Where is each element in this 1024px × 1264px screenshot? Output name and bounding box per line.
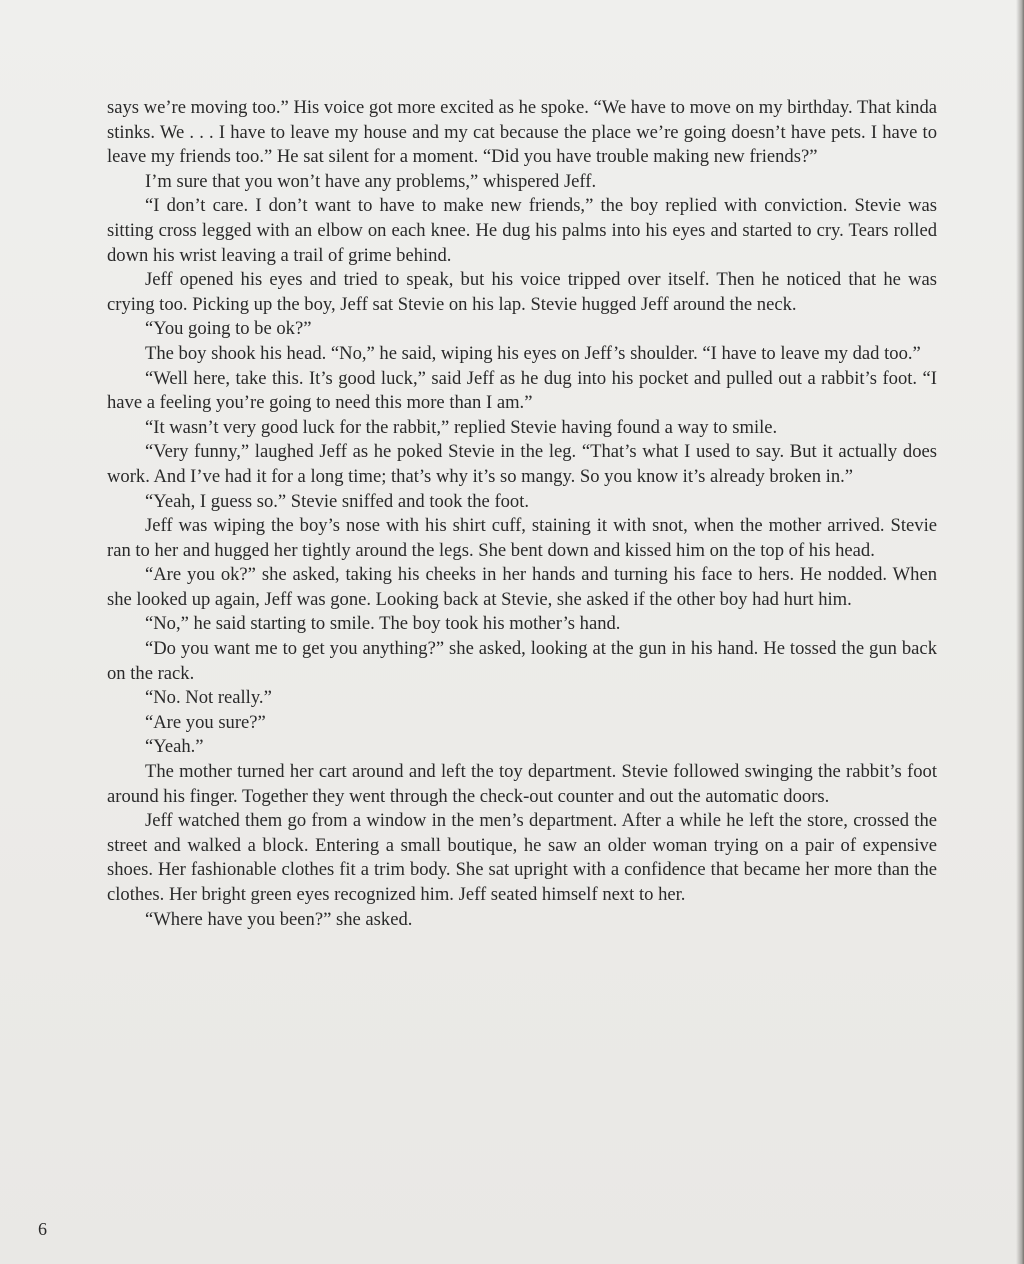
- paragraph: “Yeah, I guess so.” Stevie sniffed and took the foot.: [145, 490, 530, 512]
- paragraph: “Are you sure?”: [145, 711, 266, 733]
- paragraph: says we’re moving too.” His voice got more excited as he spoke. “We have to move on my birthday. That kinda stinks. We . . . I have to leave my house and my cat because the place we’re going doesn’t have pets. I have to leave my friends too.” He sat silent for a moment. “Did you have trouble making new friends?”: [107, 97, 937, 168]
- paragraph: Jeff watched them go from a window in the men’s department. After a while he left the store, crossed the street and walked a block. Entering a small boutique, he saw an older woman trying on a pair of expensive shoes. Her fashionable clothes fit a trim body. She sat upright with a confidence that became her more than the clothes. Her bright green eyes recognized him. Jeff seated himself next to her.: [107, 810, 937, 905]
- paragraph: “Where have you been?” she asked.: [145, 908, 413, 930]
- paragraph: “I don’t care. I don’t want to have to make new friends,” the boy replied with conviction. Stevie was sitting cross legged with an elbow on each knee. He dug his palms into his eyes and started to cry. Tears rolled down his wrist leaving a trail of grime behind.: [107, 195, 937, 266]
- paragraph: “No,” he said starting to smile. The boy took his mother’s hand.: [145, 613, 621, 635]
- paragraph: “Very funny,” laughed Jeff as he poked Stevie in the leg. “That’s what I used to say. But it actually does work. And I’ve had it for a long time; that’s why it’s so mangy. So you know it’s already broken in.”: [107, 441, 937, 487]
- paragraph: “You going to be ok?”: [145, 318, 312, 340]
- paragraph: “It wasn’t very good luck for the rabbit,” replied Stevie having found a way to smile.: [145, 416, 778, 438]
- paragraph: “Do you want me to get you anything?” she asked, looking at the gun in his hand. He tossed the gun back on the rack.: [107, 638, 937, 684]
- paragraph: The boy shook his head. “No,” he said, wiping his eyes on Jeff’s shoulder. “I have to leave my dad too.”: [145, 342, 921, 364]
- page-edge-shadow: [1016, 0, 1024, 1264]
- paragraph: “No. Not really.”: [145, 687, 272, 709]
- page-number: 6: [38, 1219, 47, 1239]
- paragraph: “Are you ok?” she asked, taking his cheeks in her hands and turning his face to hers. He nodded. When she looked up again, Jeff was gone. Looking back at Stevie, she asked if the other boy had hurt him.: [107, 564, 937, 610]
- paragraph: I’m sure that you won’t have any problems,” whispered Jeff.: [145, 170, 597, 192]
- paragraph: Jeff opened his eyes and tried to speak, but his voice tripped over itself. Then he noticed that he was crying too. Picking up the boy, Jeff sat Stevie on his lap. Stevie hugged Jeff around the neck.: [107, 269, 937, 315]
- paragraph: “Yeah.”: [145, 736, 204, 758]
- paragraph: Jeff was wiping the boy’s nose with his shirt cuff, staining it with snot, when the mother arrived. Stevie ran to her and hugged her tightly around the legs. She bent down and kissed him on the top of his head.: [107, 515, 937, 561]
- paragraph: The mother turned her cart around and left the toy department. Stevie followed swinging the rabbit’s foot around his finger. Together they went through the check-out counter and out the automatic doors.: [107, 761, 937, 807]
- paragraph: “Well here, take this. It’s good luck,” said Jeff as he dug into his pocket and pulled out a rabbit’s foot. “I have a feeling you’re going to need this more than I am.”: [107, 367, 937, 414]
- body-text: [107, 96, 937, 932]
